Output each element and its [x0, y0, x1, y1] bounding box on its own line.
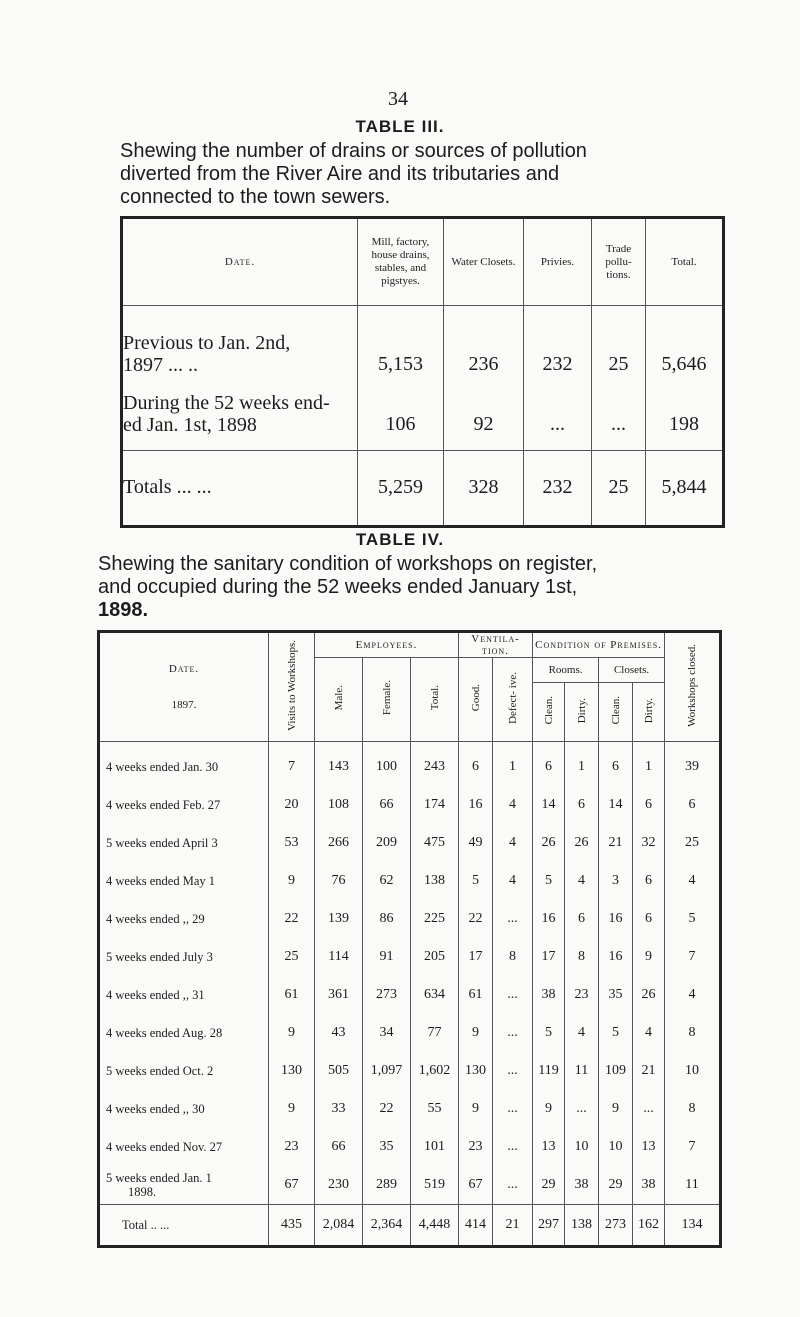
cell-good: 6 — [459, 742, 493, 787]
cell-rooms-clean: 38 — [533, 976, 565, 1014]
row-date-line: 5 weeks ended Oct. 2 — [106, 1064, 214, 1078]
caption-line: and occupied during the 52 weeks ended January 1st, — [98, 576, 578, 598]
cell-female: 289 — [363, 1166, 411, 1205]
cell-male: 43 — [315, 1014, 363, 1052]
totals-row — [122, 451, 724, 527]
cell-closed: 8 — [665, 1014, 721, 1052]
cell-total: 205 — [411, 938, 459, 976]
cell-good: 49 — [459, 824, 493, 862]
row-date — [99, 976, 269, 1014]
cell-closets-dirty: 162 — [633, 1205, 665, 1247]
row-date — [99, 938, 269, 976]
cell-visits: 7 — [269, 742, 315, 787]
cell-defective: 4 — [493, 862, 533, 900]
cell-closets-dirty: 13 — [633, 1128, 665, 1166]
row-date-line: 4 weeks ended Aug. 28 — [106, 1026, 223, 1040]
cell-closed: 4 — [665, 976, 721, 1014]
header-privies: Privies. — [524, 218, 592, 306]
cell-visits: 20 — [269, 786, 315, 824]
cell-rooms-clean: 16 — [533, 900, 565, 938]
cell-closets-dirty: 38 — [633, 1166, 665, 1205]
cell-male: 108 — [315, 786, 363, 824]
cell-closets-dirty: 21 — [633, 1052, 665, 1090]
header-date: Date. — [122, 218, 358, 306]
cell-total: 4,448 — [411, 1205, 459, 1247]
cell-defective: 1 — [493, 742, 533, 787]
cell-water: 236 — [444, 306, 524, 379]
cell-good: 61 — [459, 976, 493, 1014]
cell-rooms-dirty: 4 — [565, 862, 599, 900]
row-label — [122, 378, 358, 451]
header-water-closets: Water Closets. — [444, 218, 524, 306]
header-clean: Clean. — [542, 696, 555, 725]
cell-closets-dirty: ... — [633, 1090, 665, 1128]
cell-total: 55 — [411, 1090, 459, 1128]
row-label-line: 1897 ... .. — [123, 354, 198, 376]
cell-visits: 22 — [269, 900, 315, 938]
table-3-title: TABLE III. — [355, 117, 445, 136]
cell-defective: ... — [493, 1128, 533, 1166]
header-male: Male. — [332, 685, 345, 711]
cell-defective: ... — [493, 900, 533, 938]
cell-female: 35 — [363, 1128, 411, 1166]
table-row — [99, 824, 721, 862]
cell-total: 138 — [411, 862, 459, 900]
cell-rooms-dirty: 138 — [565, 1205, 599, 1247]
cell-defective: 4 — [493, 824, 533, 862]
totals-label: Total .. ... — [99, 1205, 269, 1247]
cell-closets-clean: 16 — [599, 938, 633, 976]
table-3-header-row — [122, 218, 724, 306]
table-row — [99, 900, 721, 938]
header-rooms-clean-cell — [533, 683, 565, 742]
cell-visits: 435 — [269, 1205, 315, 1247]
header-date: Date. — [168, 663, 200, 675]
cell-closed: 39 — [665, 742, 721, 787]
cell-closets-clean: 273 — [599, 1205, 633, 1247]
header-rooms: Rooms. — [533, 658, 599, 683]
row-date-line: 1898. — [128, 1185, 157, 1199]
cell-closets-dirty: 32 — [633, 824, 665, 862]
cell-total: 5,844 — [646, 451, 724, 527]
cell-closets-clean: 109 — [599, 1052, 633, 1090]
cell-closets-clean: 21 — [599, 824, 633, 862]
cell-water: 92 — [444, 378, 524, 451]
cell-visits: 9 — [269, 862, 315, 900]
cell-closets-dirty: 6 — [633, 786, 665, 824]
cell-good: 9 — [459, 1014, 493, 1052]
row-label-line: Previous to Jan. 2nd, — [123, 332, 291, 354]
cell-defective: ... — [493, 1166, 533, 1205]
header-closets: Closets. — [599, 658, 665, 683]
cell-defective: ... — [493, 1090, 533, 1128]
row-date-line: 4 weeks ended May 1 — [106, 874, 215, 888]
row-date-line: 4 weeks ended ,, 30 — [106, 1102, 205, 1116]
cell-rooms-dirty: 8 — [565, 938, 599, 976]
row-date-line: 4 weeks ended ,, 31 — [106, 988, 205, 1002]
cell-male: 33 — [315, 1090, 363, 1128]
header-mill: Mill, factory, house drains, stables, and pigstyes. — [358, 218, 444, 306]
cell-closets-dirty: 26 — [633, 976, 665, 1014]
row-date — [99, 1128, 269, 1166]
cell-closed: 134 — [665, 1205, 721, 1247]
caption-line: 1898. — [98, 599, 149, 621]
cell-male: 114 — [315, 938, 363, 976]
cell-closets-clean: 35 — [599, 976, 633, 1014]
cell-rooms-clean: 17 — [533, 938, 565, 976]
cell-privies: 232 — [524, 306, 592, 379]
table-row — [122, 306, 724, 379]
header-defective-cell — [493, 658, 533, 742]
cell-defective: 8 — [493, 938, 533, 976]
cell-good: 414 — [459, 1205, 493, 1247]
cell-total: 243 — [411, 742, 459, 787]
table-4-title: TABLE IV. — [355, 530, 445, 549]
header-employees: Employees. — [315, 632, 459, 658]
cell-trade: 25 — [592, 306, 646, 379]
row-date-line: 4 weeks ended ,, 29 — [106, 912, 205, 926]
table-4-header-row-1 — [99, 632, 721, 658]
cell-good: 67 — [459, 1166, 493, 1205]
cell-rooms-clean: 14 — [533, 786, 565, 824]
cell-female: 1,097 — [363, 1052, 411, 1090]
cell-male: 505 — [315, 1052, 363, 1090]
row-label-line: ed Jan. 1st, 1898 — [123, 414, 257, 436]
cell-rooms-dirty: 23 — [565, 976, 599, 1014]
row-date — [99, 900, 269, 938]
cell-closets-clean: 9 — [599, 1090, 633, 1128]
row-date — [99, 1052, 269, 1090]
table-row — [99, 938, 721, 976]
header-closets-clean-cell — [599, 683, 633, 742]
header-closets-dirty-cell — [633, 683, 665, 742]
cell-male: 76 — [315, 862, 363, 900]
cell-closets-dirty: 6 — [633, 862, 665, 900]
cell-defective: 21 — [493, 1205, 533, 1247]
cell-male: 2,084 — [315, 1205, 363, 1247]
cell-closets-clean: 14 — [599, 786, 633, 824]
cell-male: 139 — [315, 900, 363, 938]
cell-rooms-dirty: 10 — [565, 1128, 599, 1166]
cell-rooms-clean: 13 — [533, 1128, 565, 1166]
cell-rooms-dirty: 26 — [565, 824, 599, 862]
row-date-line: 4 weeks ended Jan. 30 — [106, 760, 219, 774]
caption-line: Shewing the number of drains or sources of pollution — [120, 140, 587, 162]
caption-line: Shewing the sanitary condition of workshops on register, — [98, 553, 598, 575]
cell-closets-clean: 5 — [599, 1014, 633, 1052]
cell-total: 198 — [646, 378, 724, 451]
row-date-line: 4 weeks ended Feb. 27 — [106, 798, 221, 812]
header-closed-cell — [665, 632, 721, 742]
cell-good: 5 — [459, 862, 493, 900]
cell-mill: 5,153 — [358, 306, 444, 379]
header-female-cell — [363, 658, 411, 742]
cell-male: 230 — [315, 1166, 363, 1205]
cell-rooms-dirty: 38 — [565, 1166, 599, 1205]
cell-male: 266 — [315, 824, 363, 862]
cell-closed: 10 — [665, 1052, 721, 1090]
cell-visits: 9 — [269, 1090, 315, 1128]
cell-female: 22 — [363, 1090, 411, 1128]
cell-female: 62 — [363, 862, 411, 900]
cell-female: 2,364 — [363, 1205, 411, 1247]
cell-trade: ... — [592, 378, 646, 451]
cell-closed: 4 — [665, 862, 721, 900]
table-row — [99, 1090, 721, 1128]
cell-female: 273 — [363, 976, 411, 1014]
row-date-line: 5 weeks ended July 3 — [106, 950, 213, 964]
cell-visits: 9 — [269, 1014, 315, 1052]
cell-privies: 232 — [524, 451, 592, 527]
page-number: 34 — [388, 88, 408, 110]
cell-male: 361 — [315, 976, 363, 1014]
cell-visits: 53 — [269, 824, 315, 862]
table-row — [99, 1052, 721, 1090]
cell-visits: 61 — [269, 976, 315, 1014]
cell-closed: 7 — [665, 1128, 721, 1166]
header-year: 1897. — [171, 699, 197, 711]
header-dirty: Dirty. — [575, 697, 588, 724]
caption-line: diverted from the River Aire and its tributaries and — [120, 163, 560, 185]
cell-defective: ... — [493, 1052, 533, 1090]
cell-closed: 7 — [665, 938, 721, 976]
cell-privies: ... — [524, 378, 592, 451]
cell-closed: 8 — [665, 1090, 721, 1128]
table-row — [99, 1128, 721, 1166]
cell-closets-clean: 16 — [599, 900, 633, 938]
table-4-body — [99, 742, 721, 1247]
cell-closets-dirty: 6 — [633, 900, 665, 938]
header-closed: Workshops closed. — [686, 644, 699, 727]
cell-closets-dirty: 9 — [633, 938, 665, 976]
row-date — [99, 862, 269, 900]
cell-total: 475 — [411, 824, 459, 862]
cell-rooms-dirty: 1 — [565, 742, 599, 787]
table-row — [122, 378, 724, 451]
cell-good: 23 — [459, 1128, 493, 1166]
header-good: Good. — [469, 684, 482, 712]
table-row — [99, 976, 721, 1014]
row-date-line: 5 weeks ended Jan. 1 — [106, 1171, 212, 1185]
table-row — [99, 862, 721, 900]
cell-total: 634 — [411, 976, 459, 1014]
cell-closed: 5 — [665, 900, 721, 938]
cell-defective: ... — [493, 976, 533, 1014]
cell-visits: 130 — [269, 1052, 315, 1090]
cell-closed: 11 — [665, 1166, 721, 1205]
row-date — [99, 742, 269, 787]
cell-male: 66 — [315, 1128, 363, 1166]
row-label-line: During the 52 weeks end- — [123, 392, 330, 414]
cell-rooms-clean: 29 — [533, 1166, 565, 1205]
cell-male: 143 — [315, 742, 363, 787]
cell-defective: 4 — [493, 786, 533, 824]
cell-rooms-dirty: 4 — [565, 1014, 599, 1052]
table-row — [99, 786, 721, 824]
totals-row — [99, 1205, 721, 1247]
cell-total: 77 — [411, 1014, 459, 1052]
header-female: Female. — [380, 680, 393, 716]
cell-trade: 25 — [592, 451, 646, 527]
header-dirty: Dirty. — [642, 697, 655, 724]
cell-rooms-dirty: 6 — [565, 786, 599, 824]
cell-rooms-clean: 297 — [533, 1205, 565, 1247]
header-ventilation: Ventila- tion. — [459, 632, 533, 658]
cell-closets-dirty: 4 — [633, 1014, 665, 1052]
cell-rooms-clean: 119 — [533, 1052, 565, 1090]
table-row — [99, 742, 721, 787]
table-3-caption — [120, 140, 587, 209]
cell-female: 34 — [363, 1014, 411, 1052]
cell-total: 101 — [411, 1128, 459, 1166]
row-date-line: 5 weeks ended April 3 — [106, 836, 218, 850]
cell-female: 86 — [363, 900, 411, 938]
cell-rooms-clean: 26 — [533, 824, 565, 862]
header-rooms-dirty-cell — [565, 683, 599, 742]
cell-water: 328 — [444, 451, 524, 527]
header-condition: Condition of Premises. — [533, 632, 665, 658]
cell-good: 16 — [459, 786, 493, 824]
header-total-cell — [411, 658, 459, 742]
cell-rooms-dirty: 6 — [565, 900, 599, 938]
cell-total: 5,646 — [646, 306, 724, 379]
header-good-cell — [459, 658, 493, 742]
cell-closets-clean: 10 — [599, 1128, 633, 1166]
cell-rooms-dirty: 11 — [565, 1052, 599, 1090]
cell-rooms-dirty: ... — [565, 1090, 599, 1128]
cell-visits: 23 — [269, 1128, 315, 1166]
cell-rooms-clean: 9 — [533, 1090, 565, 1128]
cell-closed: 25 — [665, 824, 721, 862]
table-4-caption — [98, 553, 597, 622]
header-total: Total. — [646, 218, 724, 306]
cell-closets-clean: 29 — [599, 1166, 633, 1205]
cell-visits: 25 — [269, 938, 315, 976]
row-date — [99, 824, 269, 862]
cell-rooms-clean: 5 — [533, 1014, 565, 1052]
cell-good: 22 — [459, 900, 493, 938]
cell-good: 17 — [459, 938, 493, 976]
cell-mill: 5,259 — [358, 451, 444, 527]
cell-visits: 67 — [269, 1166, 315, 1205]
cell-female: 91 — [363, 938, 411, 976]
cell-total: 174 — [411, 786, 459, 824]
row-date — [99, 1166, 269, 1205]
cell-rooms-clean: 5 — [533, 862, 565, 900]
caption-line: connected to the town sewers. — [120, 186, 391, 208]
cell-closets-dirty: 1 — [633, 742, 665, 787]
cell-female: 100 — [363, 742, 411, 787]
table-row — [99, 1014, 721, 1052]
cell-rooms-clean: 6 — [533, 742, 565, 787]
totals-label: Totals ... ... — [122, 451, 358, 527]
header-trade: Trade pollu- tions. — [592, 218, 646, 306]
table-row — [99, 1166, 721, 1205]
row-date — [99, 786, 269, 824]
cell-good: 130 — [459, 1052, 493, 1090]
header-defective: Defect- ive. — [506, 672, 519, 724]
row-label — [122, 306, 358, 379]
row-date — [99, 1090, 269, 1128]
cell-good: 9 — [459, 1090, 493, 1128]
cell-closed: 6 — [665, 786, 721, 824]
cell-total: 1,602 — [411, 1052, 459, 1090]
table-4 — [97, 630, 722, 1248]
cell-closets-clean: 3 — [599, 862, 633, 900]
header-visits: Visits to Workshops. — [285, 640, 298, 731]
cell-female: 209 — [363, 824, 411, 862]
header-date-cell — [99, 632, 269, 742]
cell-total: 225 — [411, 900, 459, 938]
header-visits-cell — [269, 632, 315, 742]
header-clean: Clean. — [609, 696, 622, 725]
cell-total: 519 — [411, 1166, 459, 1205]
row-date-line: 4 weeks ended Nov. 27 — [106, 1140, 223, 1154]
header-total: Total. — [428, 685, 441, 711]
row-date — [99, 1014, 269, 1052]
header-male-cell — [315, 658, 363, 742]
cell-mill: 106 — [358, 378, 444, 451]
table-3 — [120, 216, 725, 528]
cell-closets-clean: 6 — [599, 742, 633, 787]
cell-female: 66 — [363, 786, 411, 824]
cell-defective: ... — [493, 1014, 533, 1052]
